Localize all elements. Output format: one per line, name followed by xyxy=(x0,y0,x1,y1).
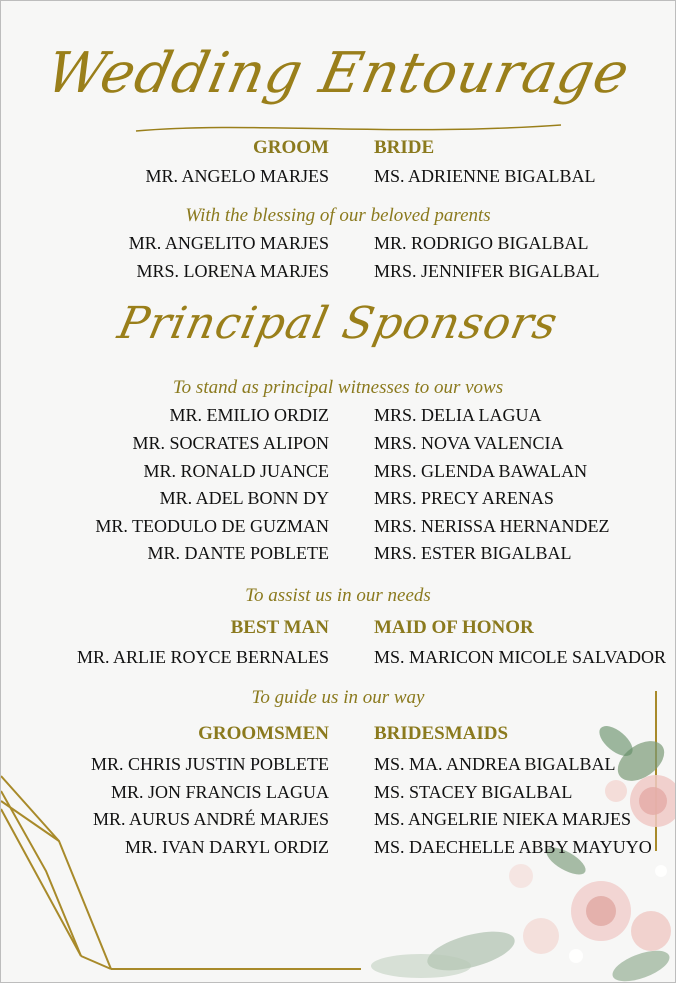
title-flourish xyxy=(131,119,571,139)
parents-caption: With the blessing of our beloved parents xyxy=(185,205,491,226)
bride-parent: MRS. JENNIFER BIGALBAL xyxy=(374,261,600,281)
groomsman: MR. AURUS ANDRÉ MARJES xyxy=(92,809,329,829)
sponsor-male: MR. TEODULO DE GUZMAN xyxy=(95,516,329,536)
best-man-label: BEST MAN xyxy=(230,617,329,638)
sponsor-female: MRS. NERISSA HERNANDEZ xyxy=(374,516,610,536)
maid-of-honor-name: MS. MARICON MICOLE SALVADOR xyxy=(374,647,667,667)
sponsors-caption: To stand as principal witnesses to our vows xyxy=(172,377,504,398)
groom-parent: MRS. LORENA MARJES xyxy=(136,261,329,281)
groomsman: MR. IVAN DARYL ORDIZ xyxy=(124,837,329,857)
honor-caption: To assist us in our needs xyxy=(245,585,431,606)
party-caption: To guide us in our way xyxy=(251,687,425,708)
bridesmaids-label: BRIDESMAIDS xyxy=(374,723,509,744)
groom-parent: MR. ANGELITO MARJES xyxy=(128,233,329,253)
bride-parent: MR. RODRIGO BIGALBAL xyxy=(374,233,589,253)
groomsmen-label: GROOMSMEN xyxy=(198,723,329,744)
sponsor-male: MR. DANTE POBLETE xyxy=(147,543,329,563)
bride-label: BRIDE xyxy=(374,137,435,158)
sponsor-male: MR. ADEL BONN DY xyxy=(159,488,329,508)
bridesmaid: MS. DAECHELLE ABBY MAYUYO xyxy=(374,837,652,857)
bridesmaid: MS. ANGELRIE NIEKA MARJES xyxy=(374,809,632,829)
sponsor-female: MRS. GLENDA BAWALAN xyxy=(374,461,588,481)
sponsor-female: MRS. DELIA LAGUA xyxy=(374,405,542,425)
sponsor-male: MR. SOCRATES ALIPON xyxy=(132,433,329,453)
groomsman: MR. JON FRANCIS LAGUA xyxy=(110,782,329,802)
sponsors-title: Principal Sponsors xyxy=(113,298,563,349)
sponsor-male: MR. RONALD JUANCE xyxy=(143,461,329,481)
bride-name: MS. ADRIENNE BIGALBAL xyxy=(374,166,596,186)
maid-of-honor-label: MAID OF HONOR xyxy=(374,617,534,638)
groom-label: GROOM xyxy=(253,137,329,158)
sponsor-female: MRS. ESTER BIGALBAL xyxy=(374,543,572,563)
bridesmaid: MS. STACEY BIGALBAL xyxy=(374,782,573,802)
sponsor-female: MRS. NOVA VALENCIA xyxy=(374,433,564,453)
groom-name: MR. ANGELO MARJES xyxy=(145,166,329,186)
bridesmaid: MS. MA. ANDREA BIGALBAL xyxy=(374,754,616,774)
sponsor-male: MR. EMILIO ORDIZ xyxy=(169,405,329,425)
page-title: Wedding Entourage xyxy=(40,41,636,106)
sponsor-female: MRS. PRECY ARENAS xyxy=(374,488,554,508)
groomsman: MR. CHRIS JUSTIN POBLETE xyxy=(90,754,329,774)
best-man-name: MR. ARLIE ROYCE BERNALES xyxy=(76,647,329,667)
